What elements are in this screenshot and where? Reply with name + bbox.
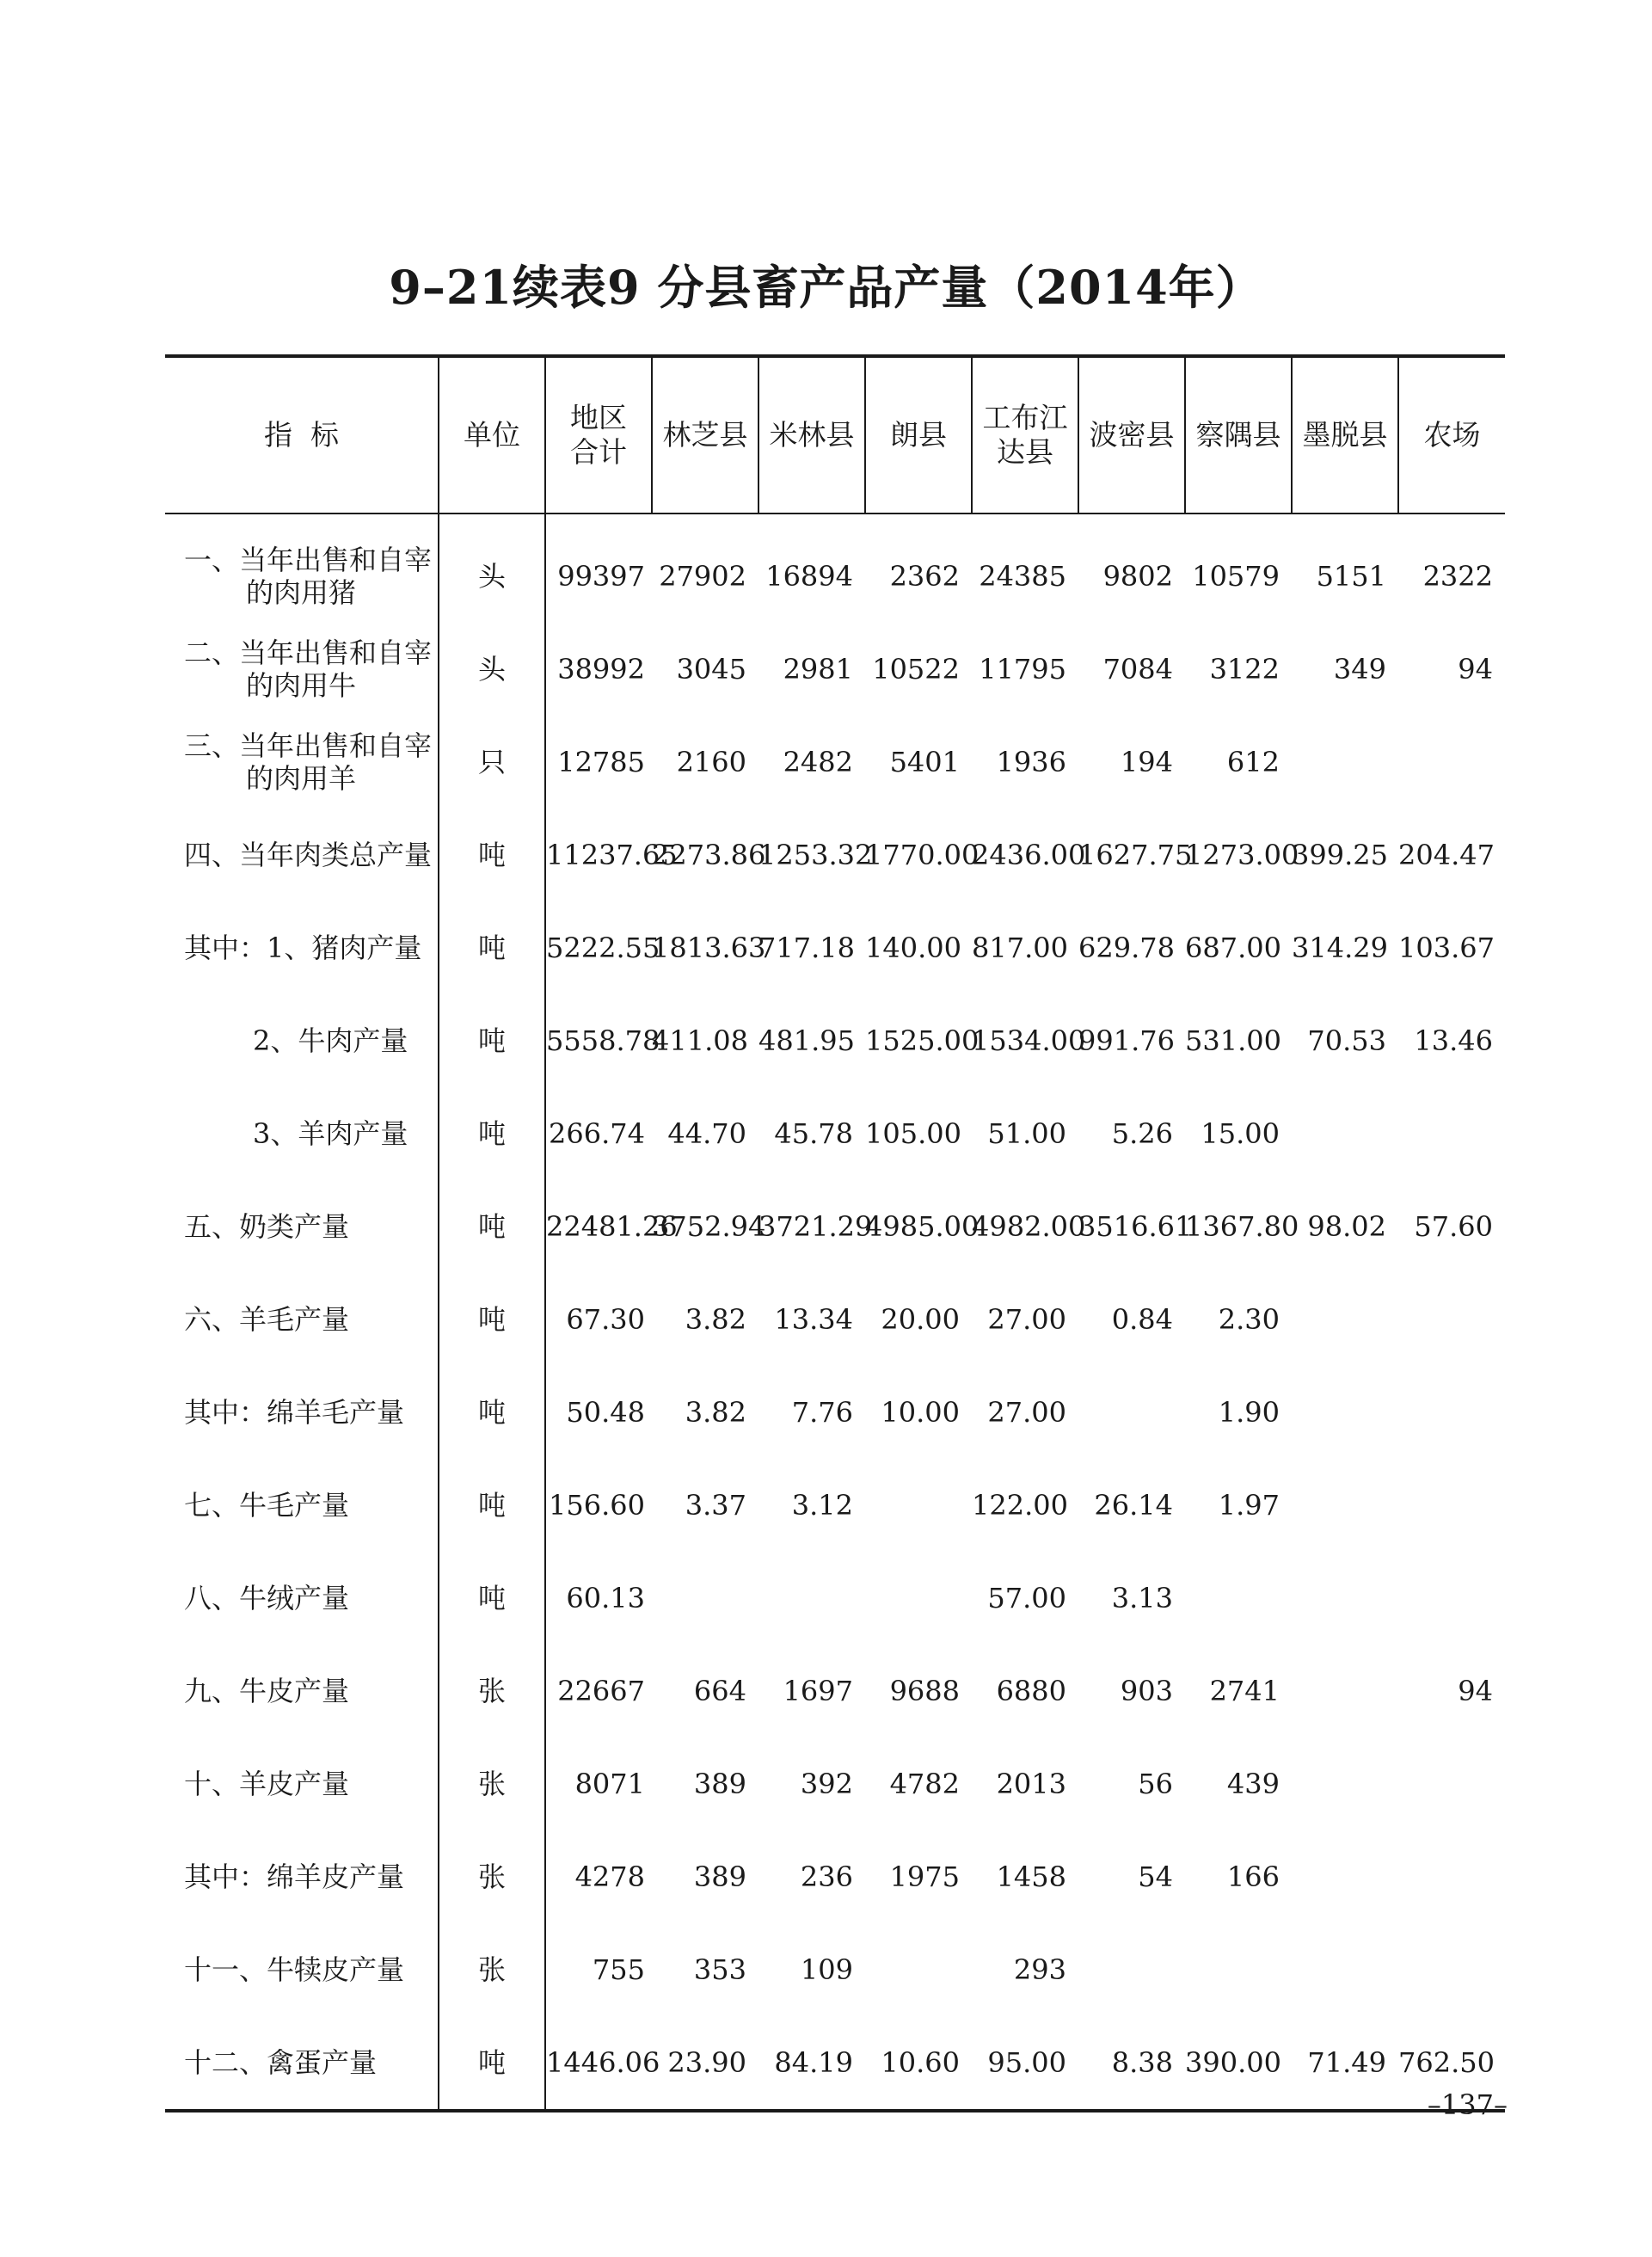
row-unit: 吨 (439, 1552, 545, 1645)
table-cell: 1367.80 (1185, 1210, 1299, 1243)
table-cell (1292, 1830, 1398, 1923)
table-cell (1398, 716, 1505, 809)
table-cell: 717.18 (758, 932, 855, 964)
table-cell: 4782 (889, 1768, 960, 1800)
table-cell: 140.00 (865, 932, 961, 964)
table-cell: 991.76 (1078, 1024, 1175, 1057)
table-cell (1185, 1552, 1292, 1645)
table-cell: 1458 (996, 1860, 1066, 1893)
table-cell (1292, 1366, 1398, 1459)
table-cell: 15.00 (1201, 1117, 1280, 1150)
table-cell: 10.00 (881, 1396, 960, 1429)
row-indicator (165, 514, 439, 623)
row-indicator (165, 1923, 439, 2016)
table-body (165, 514, 1505, 2111)
table-cell: 2.30 (1218, 1303, 1280, 1336)
column-header-label: 林芝县 (662, 418, 748, 452)
row-indicator (165, 1180, 439, 1273)
table-row (165, 1273, 1505, 1366)
table-row (165, 994, 1505, 1087)
row-indicator (165, 623, 439, 716)
table-cell: 353 (693, 1953, 746, 1986)
column-header (865, 356, 972, 514)
table-cell: 3.37 (685, 1489, 746, 1522)
table-cell: 3721.29 (758, 1210, 873, 1243)
row-indicator-text: 五、奶类产量 (184, 1210, 350, 1243)
column-header (652, 356, 758, 514)
table-cell: 349 (1333, 653, 1386, 686)
table-cell: 98.02 (1307, 1210, 1386, 1243)
row-indicator (165, 1273, 439, 1366)
table-cell: 687.00 (1185, 932, 1281, 964)
column-header (1292, 356, 1398, 514)
table-cell: 1697 (783, 1675, 853, 1707)
row-indicator (165, 994, 439, 1087)
table-cell: 2160 (676, 746, 746, 778)
table-cell: 105.00 (865, 1117, 961, 1150)
table-cell: 2273.86 (652, 839, 766, 871)
row-unit: 吨 (439, 994, 545, 1087)
table-cell: 6880 (996, 1675, 1066, 1707)
table-cell (1078, 1923, 1185, 2016)
table-cell: 56 (1138, 1768, 1173, 1800)
row-indicator (165, 809, 439, 901)
table-cell: 103.67 (1398, 932, 1495, 964)
column-header (758, 356, 865, 514)
table-cell: 1534.00 (972, 1024, 1086, 1057)
table-cell: 1525.00 (865, 1024, 980, 1057)
table-cell: 1813.63 (652, 932, 766, 964)
table-cell: 389 (693, 1768, 746, 1800)
table-cell: 2322 (1422, 560, 1493, 593)
table-row (165, 716, 1505, 809)
table-cell: 11237.65 (545, 809, 652, 901)
table-cell (1292, 1645, 1398, 1737)
table-cell (1292, 1923, 1398, 2016)
row-unit: 张 (439, 1645, 545, 1737)
table-cell: 60.13 (545, 1552, 652, 1645)
table-cell: 84.19 (774, 2046, 853, 2079)
table-cell: 24385 (979, 560, 1066, 593)
table-cell (1078, 1366, 1185, 1459)
table-cell: 314.29 (1292, 932, 1388, 964)
table-cell: 3752.94 (652, 1210, 766, 1243)
table-cell: 5222.55 (545, 901, 652, 994)
row-indicator-text: 八、牛绒产量 (184, 1582, 350, 1614)
livestock-output-table (165, 354, 1505, 2112)
table-cell (1292, 1273, 1398, 1366)
table-cell (1398, 1552, 1505, 1645)
table-cell: 8.38 (1111, 2046, 1173, 2079)
table-row (165, 1737, 1505, 1830)
table-cell: 54 (1138, 1860, 1173, 1893)
column-header (1078, 356, 1185, 514)
table-cell: 22667 (545, 1645, 652, 1737)
row-indicator (165, 1737, 439, 1830)
table-cell: 612 (1226, 746, 1280, 778)
column-header-label: 单位 (464, 418, 520, 452)
table-cell: 389 (693, 1860, 746, 1893)
table-cell: 204.47 (1398, 839, 1495, 871)
table-cell: 2482 (783, 746, 853, 778)
table-row (165, 1552, 1505, 1645)
column-header-label: 朗县 (890, 418, 947, 452)
row-indicator-text: 其中：绵羊皮产量 (184, 1860, 405, 1893)
table-cell: 156.60 (545, 1459, 652, 1552)
table-cell: 70.53 (1307, 1024, 1386, 1057)
table-row (165, 623, 1505, 716)
table-row (165, 1923, 1505, 2016)
row-indicator-text: 十、羊皮产量 (184, 1768, 350, 1800)
row-unit: 只 (439, 716, 545, 809)
column-header (1398, 356, 1505, 514)
table-cell: 1936 (996, 746, 1066, 778)
table-cell: 10579 (1192, 560, 1280, 593)
table-cell: 3516.61 (1078, 1210, 1193, 1243)
row-indicator-text: 四、当年肉类总产量 (184, 839, 433, 871)
table-cell: 44.70 (667, 1117, 746, 1150)
table-row (165, 901, 1505, 994)
row-unit: 张 (439, 1830, 545, 1923)
table-cell: 1770.00 (865, 839, 980, 871)
row-indicator-text: 3、羊肉产量 (253, 1117, 408, 1150)
table-cell: 0.84 (1111, 1303, 1173, 1336)
table-cell: 5401 (889, 746, 960, 778)
table-cell: 531.00 (1185, 1024, 1281, 1057)
table-cell: 95.00 (987, 2046, 1066, 2079)
table-cell: 9802 (1102, 560, 1173, 593)
table-cell: 1975 (889, 1860, 960, 1893)
row-indicator (165, 1366, 439, 1459)
row-unit: 张 (439, 1737, 545, 1830)
table-cell (1292, 1087, 1398, 1180)
table-cell (1398, 1923, 1505, 2016)
table-cell: 5.26 (1111, 1117, 1173, 1150)
table-cell (865, 1552, 972, 1645)
table-header-row (165, 356, 1505, 514)
table-cell: 236 (800, 1860, 853, 1893)
table-cell: 903 (1120, 1675, 1173, 1707)
row-unit: 头 (439, 514, 545, 623)
table-cell (1398, 1087, 1505, 1180)
table-cell: 3.82 (685, 1396, 746, 1429)
table-row (165, 1087, 1505, 1180)
row-indicator (165, 1459, 439, 1552)
table-cell: 51.00 (987, 1117, 1066, 1150)
table-cell: 3.13 (1111, 1582, 1173, 1614)
table-cell (1398, 1830, 1505, 1923)
table-cell: 109 (800, 1953, 853, 1986)
row-indicator-text: 三、当年出售和自宰的肉用羊 (184, 729, 433, 795)
table-cell: 166 (1226, 1860, 1280, 1893)
table-cell: 9688 (889, 1675, 960, 1707)
table-cell: 629.78 (1078, 932, 1175, 964)
table-cell: 1273.00 (1185, 839, 1299, 871)
table-cell: 57.60 (1414, 1210, 1493, 1243)
row-indicator-text: 十二、禽蛋产量 (184, 2046, 378, 2079)
table-cell (1292, 1552, 1398, 1645)
table-cell: 1627.75 (1078, 839, 1193, 871)
table-cell: 5151 (1316, 560, 1386, 593)
table-cell: 664 (693, 1675, 746, 1707)
row-unit: 张 (439, 1923, 545, 2016)
table-cell: 817.00 (972, 932, 1068, 964)
table-cell: 122.00 (972, 1489, 1068, 1522)
table-row (165, 2016, 1505, 2111)
table-cell (1398, 1459, 1505, 1552)
table-cell: 27.00 (987, 1396, 1066, 1429)
column-header-label: 指 标 (264, 418, 339, 452)
table-cell: 755 (545, 1923, 652, 2016)
table-cell: 3.12 (791, 1489, 853, 1522)
table-cell: 411.08 (652, 1024, 748, 1057)
table-cell: 22481.26 (545, 1180, 652, 1273)
row-indicator-text: 九、牛皮产量 (184, 1675, 350, 1707)
row-indicator-text: 十一、牛犊皮产量 (184, 1953, 405, 1986)
table-cell: 71.49 (1307, 2046, 1386, 2079)
table-cell: 194 (1120, 746, 1173, 778)
table-cell: 16894 (765, 560, 853, 593)
table-cell (1398, 1366, 1505, 1459)
table-cell: 3.82 (685, 1303, 746, 1336)
row-indicator (165, 1645, 439, 1737)
table-row (165, 1645, 1505, 1737)
column-header-label: 米林县 (769, 418, 855, 452)
table-cell: 23.90 (667, 2046, 746, 2079)
table-cell: 57.00 (987, 1582, 1066, 1614)
row-indicator-text: 二、当年出售和自宰的肉用牛 (184, 637, 433, 702)
table-cell: 8071 (545, 1737, 652, 1830)
table-cell: 27.00 (987, 1303, 1066, 1336)
table-cell: 12785 (545, 716, 652, 809)
table-cell: 4278 (545, 1830, 652, 1923)
column-header (1185, 356, 1292, 514)
table-cell: 45.78 (774, 1117, 853, 1150)
table-row (165, 514, 1505, 623)
table-cell: 2741 (1209, 1675, 1280, 1707)
table-cell: 399.25 (1292, 839, 1388, 871)
row-unit: 吨 (439, 1273, 545, 1366)
row-indicator-text: 七、牛毛产量 (184, 1489, 350, 1522)
column-header (545, 356, 652, 514)
page-title: 9–21续表9 分县畜产品产量（2014年） (389, 260, 1263, 315)
table-cell: 11795 (979, 653, 1066, 686)
column-header (972, 356, 1078, 514)
row-indicator (165, 2016, 439, 2111)
table-cell: 2013 (996, 1768, 1066, 1800)
table-row (165, 809, 1505, 901)
table-cell (865, 1459, 972, 1552)
table-cell: 38992 (545, 623, 652, 716)
table-row (165, 1180, 1505, 1273)
table-cell (865, 1923, 972, 2016)
table-cell (1292, 1737, 1398, 1830)
table-cell: 1.97 (1218, 1489, 1280, 1522)
table-cell: 10522 (872, 653, 960, 686)
table-row (165, 1830, 1505, 1923)
table-cell: 481.95 (758, 1024, 855, 1057)
table-cell: 20.00 (881, 1303, 960, 1336)
table-cell: 99397 (545, 514, 652, 623)
row-unit: 吨 (439, 809, 545, 901)
table-cell (652, 1552, 758, 1645)
table-cell (1398, 1273, 1505, 1366)
table-cell: 266.74 (545, 1087, 652, 1180)
table-cell: 390.00 (1185, 2046, 1281, 2079)
row-indicator-text: 六、羊毛产量 (184, 1303, 350, 1336)
table-cell: 293 (1013, 1953, 1066, 1986)
row-indicator (165, 1087, 439, 1180)
row-indicator-text: 其中：1、猪肉产量 (184, 932, 422, 964)
table-cell: 3045 (676, 653, 746, 686)
row-indicator (165, 901, 439, 994)
row-indicator-text: 其中：绵羊毛产量 (184, 1396, 405, 1429)
table-cell: 392 (800, 1768, 853, 1800)
table-cell: 13.46 (1414, 1024, 1493, 1057)
table-cell: 3122 (1209, 653, 1280, 686)
table-cell: 26.14 (1094, 1489, 1173, 1522)
row-unit: 吨 (439, 1459, 545, 1552)
table-cell: 1446.06 (545, 2016, 652, 2111)
table-cell: 10.60 (881, 2046, 960, 2079)
table-cell: 4982.00 (972, 1210, 1086, 1243)
table-row (165, 1366, 1505, 1459)
table-cell: 67.30 (545, 1273, 652, 1366)
table-cell: 94 (1458, 1675, 1493, 1707)
row-unit: 头 (439, 623, 545, 716)
table-cell (1292, 716, 1398, 809)
table-cell: 50.48 (545, 1366, 652, 1459)
row-unit: 吨 (439, 1087, 545, 1180)
table-cell: 27902 (659, 560, 746, 593)
table-cell: 2981 (783, 653, 853, 686)
table-cell: 1.90 (1218, 1396, 1280, 1429)
column-header-label: 工布江 达县 (982, 401, 1068, 469)
row-indicator (165, 1552, 439, 1645)
table-cell: 7084 (1102, 653, 1173, 686)
table-row (165, 1459, 1505, 1552)
table-cell (1185, 1923, 1292, 2016)
table-cell (758, 1552, 865, 1645)
table-cell: 2362 (889, 560, 960, 593)
row-indicator (165, 1830, 439, 1923)
table-cell: 94 (1458, 653, 1493, 686)
table-cell (1398, 1737, 1505, 1830)
row-unit: 吨 (439, 1180, 545, 1273)
table-cell: 5558.78 (545, 994, 652, 1087)
table-cell: 13.34 (774, 1303, 853, 1336)
column-header-label: 农场 (1423, 418, 1481, 452)
column-header-label: 波密县 (1089, 418, 1175, 452)
page-number: –137– (1427, 2088, 1508, 2121)
column-header-label: 地区 合计 (570, 401, 627, 469)
table-cell: 439 (1226, 1768, 1280, 1800)
column-header-label: 察隅县 (1195, 418, 1281, 452)
row-indicator (165, 716, 439, 809)
table-cell: 762.50 (1398, 2046, 1495, 2079)
table-cell (1292, 1459, 1398, 1552)
row-indicator-text: 2、牛肉产量 (253, 1024, 408, 1057)
column-header-label: 墨脱县 (1302, 418, 1388, 452)
table-cell: 7.76 (791, 1396, 853, 1429)
row-unit: 吨 (439, 1366, 545, 1459)
row-unit: 吨 (439, 2016, 545, 2111)
table-cell: 1253.32 (758, 839, 873, 871)
table-cell: 2436.00 (972, 839, 1086, 871)
row-unit: 吨 (439, 901, 545, 994)
row-indicator-text: 一、当年出售和自宰的肉用猪 (184, 544, 433, 609)
column-header (165, 356, 439, 514)
column-header (439, 356, 545, 514)
table-cell: 4985.00 (865, 1210, 980, 1243)
